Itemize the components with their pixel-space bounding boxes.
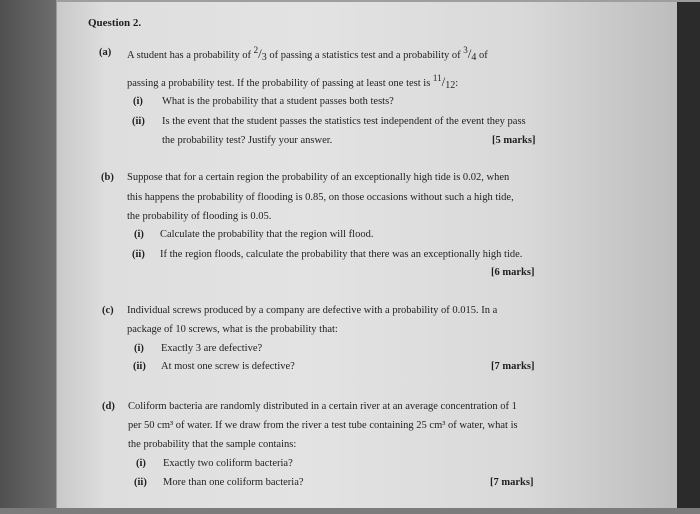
- part-d-line3: the probability that the sample contains:: [128, 439, 297, 450]
- part-c-line2: package of 10 screws, what is the probability that:: [127, 324, 338, 335]
- part-a-line2: passing a probability test. If the probability of passing at least one test is $^{11}/_{12}$:: [127, 73, 459, 91]
- part-b-marks: [6 marks]: [491, 267, 535, 278]
- part-b-line1: Suppose that for a certain region the probability of an exceptionally high tide is 0.02, when: [127, 172, 510, 183]
- part-c-ii-text: At most one screw is defective?: [161, 361, 295, 372]
- part-a-ii-label: (ii): [132, 116, 145, 127]
- part-a-label: (a): [99, 47, 112, 58]
- part-a-i-label: (i): [133, 96, 143, 107]
- bottom-shadow: [0, 508, 700, 514]
- part-a-marks: [5 marks]: [492, 135, 536, 146]
- part-b-i-label: (i): [134, 229, 144, 240]
- part-b-label: (b): [101, 172, 114, 183]
- part-d-marks: [7 marks]: [490, 477, 534, 488]
- part-d-label: (d): [102, 401, 115, 412]
- part-a-i-text: What is the probability that a student passes both tests?: [162, 96, 394, 107]
- part-b-line2: this happens the probability of flooding is 0.85, on those occasions without such a high tide,: [127, 192, 514, 203]
- part-d-ii-label: (ii): [134, 477, 147, 488]
- part-a-ii-text-1: Is the event that the student passes the statistics test independent of the event they pass: [162, 116, 526, 127]
- part-d-ii-text: More than one coliform bacteria?: [163, 477, 304, 488]
- part-b-line3: the probability of flooding is 0.05.: [127, 211, 272, 222]
- part-c-i-label: (i): [134, 343, 144, 354]
- part-d-i-text: Exactly two coliform bacteria?: [163, 458, 293, 469]
- background-left-edge: [0, 0, 56, 514]
- part-c-ii-label: (ii): [133, 361, 146, 372]
- sheet-top-edge: [56, 0, 700, 2]
- part-a-ii-text-2: the probability test? Justify your answer.: [162, 135, 333, 146]
- part-b-ii-label: (ii): [132, 249, 145, 260]
- part-d-line1: Coliform bacteria are randomly distributed in a certain river at an average concentration of 1: [128, 401, 517, 412]
- part-c-label: (c): [102, 305, 114, 316]
- question-title: Question 2.: [88, 17, 142, 29]
- part-c-line1: Individual screws produced by a company are defective with a probability of 0.015. In a: [127, 305, 498, 316]
- part-b-ii-text: If the region floods, calculate the probability that there was an exceptionally high tide.: [160, 249, 523, 260]
- part-c-marks: [7 marks]: [491, 361, 535, 372]
- part-a-line1: A student has a probability of $^2/_3$ of passing a statistics test and a probability of $^3/_4$ of: [127, 45, 488, 63]
- part-c-i-text: Exactly 3 are defective?: [161, 343, 263, 354]
- part-d-i-label: (i): [136, 458, 146, 469]
- part-d-line2: per 50 cm³ of water. If we draw from the river a test tube containing 25 cm³ of water, what is: [128, 420, 518, 431]
- part-b-i-text: Calculate the probability that the region will flood.: [160, 229, 374, 240]
